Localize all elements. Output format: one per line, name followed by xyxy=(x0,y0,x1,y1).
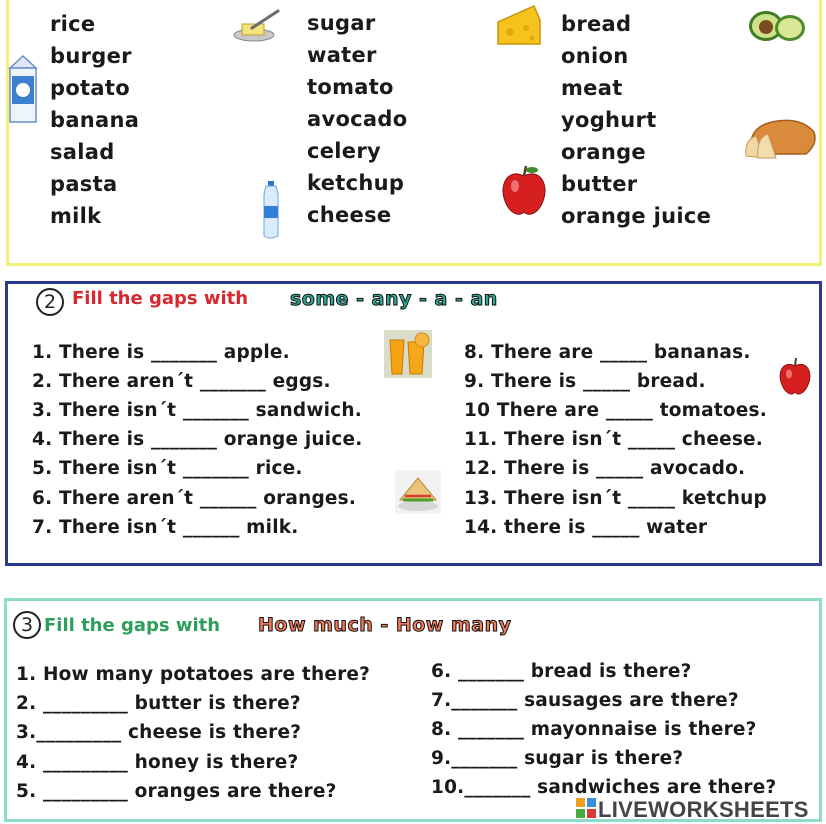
liveworksheets-logo[interactable] xyxy=(598,797,809,823)
exercise-line: 12. There is _____ avocado. xyxy=(464,458,746,479)
vocab-word: butter xyxy=(561,172,638,196)
exercise-line: 5. There isn´t _______ rice. xyxy=(32,458,303,479)
vocab-word: avocado xyxy=(307,107,408,131)
vocab-word: yoghurt xyxy=(561,108,657,132)
options-label: How much - How many xyxy=(258,614,512,636)
exercise-line: 13. There isn´t _____ ketchup xyxy=(464,488,767,509)
exercise-line: 7._______ sausages are there? xyxy=(431,690,739,711)
exercise-line: 14. there is _____ water xyxy=(464,517,708,538)
apple-icon xyxy=(500,164,548,218)
vocab-word: banana xyxy=(50,108,140,132)
exercise-line: 3._________ cheese is there? xyxy=(16,722,302,743)
exercise-line: 1. How many potatoes are there? xyxy=(16,664,371,685)
exercise-line: 6. There aren´t ______ oranges. xyxy=(32,488,357,509)
vocab-word: water xyxy=(307,43,377,67)
section-heading: Fill the gaps with xyxy=(72,288,249,309)
section-heading: Fill the gaps with xyxy=(44,615,221,636)
exercise-line: 2. _________ butter is there? xyxy=(16,693,301,714)
exercise-line: 1. There is _______ apple. xyxy=(32,342,290,363)
milk-carton-icon xyxy=(6,54,40,126)
liveworksheets-logo-icon xyxy=(576,798,596,818)
vocab-word: sugar xyxy=(307,11,376,35)
vocab-word: tomato xyxy=(307,75,394,99)
logo-text: LIVEWORKSHEETS xyxy=(598,797,809,822)
butter-icon xyxy=(232,8,280,44)
bread-icon xyxy=(742,114,820,160)
exercise-line: 10._______ sandwiches are there? xyxy=(431,777,777,798)
vocab-word: pasta xyxy=(50,172,118,196)
vocab-word: celery xyxy=(307,139,381,163)
exercise-line: 11. There isn´t _____ cheese. xyxy=(464,429,764,450)
vocab-word: cheese xyxy=(307,203,392,227)
vocab-word: potato xyxy=(50,76,130,100)
exercise-line: 8. There are _____ bananas. xyxy=(464,342,751,363)
exercise-line: 10 There are _____ tomatoes. xyxy=(464,400,767,421)
section-number: 2 xyxy=(36,288,64,316)
exercise-line: 7. There isn´t ______ milk. xyxy=(32,517,299,538)
vocab-word: orange juice xyxy=(561,204,712,228)
section-number: 3 xyxy=(13,611,41,639)
exercise-line: 4. There is _______ orange juice. xyxy=(32,429,363,450)
exercise-line: 9._______ sugar is there? xyxy=(431,748,684,769)
exercise-line: 3. There isn´t _______ sandwich. xyxy=(32,400,362,421)
exercise-line: 6. _______ bread is there? xyxy=(431,661,692,682)
vocab-word: bread xyxy=(561,12,632,36)
exercise-line: 5. _________ oranges are there? xyxy=(16,781,337,802)
vocab-word: orange xyxy=(561,140,646,164)
exercise-line: 4. _________ honey is there? xyxy=(16,752,299,773)
sandwich-icon xyxy=(395,470,441,514)
water-bottle-icon xyxy=(259,180,283,240)
apple-icon xyxy=(778,357,812,397)
cheese-icon xyxy=(496,4,542,46)
vocab-word: salad xyxy=(50,140,115,164)
exercise-line: 2. There aren´t _______ eggs. xyxy=(32,371,331,392)
exercise-line: 8. _______ mayonnaise is there? xyxy=(431,719,757,740)
vocab-word: meat xyxy=(561,76,623,100)
vocab-word: onion xyxy=(561,44,629,68)
vocab-word: ketchup xyxy=(307,171,405,195)
vocab-word: milk xyxy=(50,204,102,228)
exercise-line: 9. There is _____ bread. xyxy=(464,371,706,392)
vocab-word: burger xyxy=(50,44,132,68)
orange-juice-icon xyxy=(384,330,432,378)
avocado-icon xyxy=(746,6,808,46)
vocab-word: rice xyxy=(50,12,96,36)
options-label: some - any - a - an xyxy=(290,288,498,310)
